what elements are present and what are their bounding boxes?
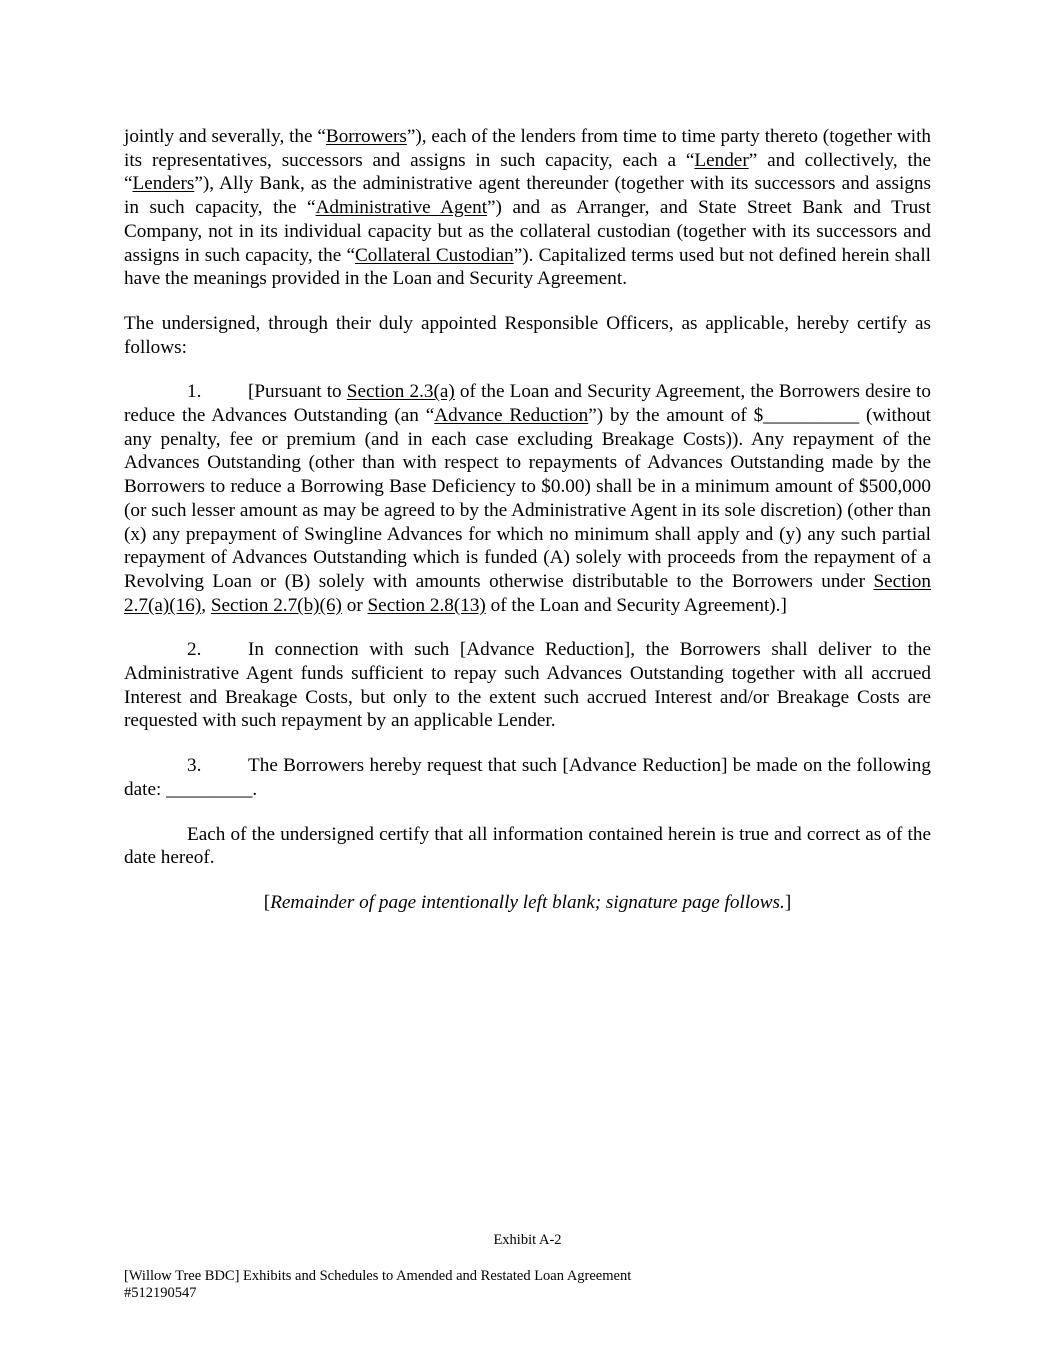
text-segment: The undersigned, through their duly appointed Responsible Officers, as applicable, hereby certify as follows: <box>124 312 931 358</box>
defined-term-reference: Collateral Custodian <box>355 244 514 266</box>
paragraph-item-3 <box>124 754 931 801</box>
text-segment: [Pursuant to <box>248 381 347 403</box>
defined-term-reference: Lenders <box>132 173 195 195</box>
text-segment: The Borrowers hereby request that such [Advance Reduction] be made on the following date: _________. <box>124 755 931 800</box>
paragraph-item-2 <box>124 638 931 733</box>
text-segment: of the Loan and Security Agreement).] <box>485 594 787 616</box>
paragraph-certification-intro <box>124 312 931 359</box>
text-segment: ”), each of the lenders from time to time party thereto (together with its representatives, successors and assigns in such capacity, each a “ <box>124 126 931 171</box>
defined-term-reference: Lender <box>694 149 749 171</box>
text-segment: , <box>201 594 211 616</box>
defined-term-reference: Section 2.7(a)(16) <box>124 570 931 616</box>
bracket-close: ] <box>784 891 792 913</box>
remainder-note <box>124 891 931 915</box>
paragraph-certification-statement <box>124 823 931 870</box>
defined-term-reference: Section 2.7(b)(6) <box>210 594 342 616</box>
item-number: 1. <box>187 381 202 403</box>
paragraph-intro-continuation <box>124 125 931 291</box>
defined-term-reference: Borrowers <box>325 126 407 147</box>
text-segment: ”) and as Arranger, and State Street Bank and Trust Company, not in its individual capacity but as the collateral custodian (together with its successors and assigns in such capacity, the “ <box>124 197 931 266</box>
remainder-note-text: Remainder of page intentionally left blank; signature page follows. <box>270 891 785 913</box>
text-segment: In connection with such [Advance Reduction], the Borrowers shall deliver to the Administrative Agent funds sufficient to repay such Advances Outstanding together with all accrued Interest and Breakage Costs, but only to the extent such accrued Interest and/or Breakage Costs are requested with such repayment by an applicable Lender. <box>124 639 931 732</box>
text-segment: or <box>341 594 368 616</box>
defined-term-reference: Advance Reduction <box>434 405 589 427</box>
text-segment: Each of the undersigned certify that all information contained herein is true and correct as of the date hereof. <box>124 823 931 869</box>
footer <box>124 1268 631 1302</box>
defined-term-reference: Section 2.8(13) <box>367 594 486 616</box>
text-segment: jointly and severally, the “ <box>124 126 326 147</box>
defined-term-reference: Section 2.3(a) <box>346 381 455 403</box>
text-segment: ”). Capitalized terms used but not defined herein shall have the meanings provided in the Loan and Security Agreement. <box>124 244 931 290</box>
bracket-open: [ <box>263 891 271 913</box>
text-segment: of the Loan and Security Agreement, the Borrowers desire to reduce the Advances Outstanding (an “ <box>124 381 931 427</box>
item-number: 2. <box>187 639 202 661</box>
exhibit-label: Exhibit A-2 <box>493 1232 562 1248</box>
text-segment: ”) by the amount of $__________ (without any penalty, fee or premium (and in each case excluding Breakage Costs)). Any repayment of the Advances Outstanding (other than with respect to repayments of Advances Outstanding made by the Borrowers to reduce a Borrowing Base Deficiency to $0.00) shall be in a minimum amount of $500,000 (or such lesser amount as may be agreed to by the Administrative Agent in its sole discretion) (other than (x) any prepayment of Swingline Advances for which no minimum shall apply and (y) any such partial repayment of Advances Outstanding which is funded (A) solely with proceeds from the repayment of a Revolving Loan or (B) solely with amounts otherwise distributable to the Borrowers under <box>124 405 932 592</box>
item-number: 3. <box>187 755 202 777</box>
footer-doc-number: #512190547 <box>124 1285 197 1301</box>
defined-term-reference: Administrative Agent <box>315 197 488 219</box>
footer-title: [Willow Tree BDC] Exhibits and Schedules to Amended and Restated Loan Agreement <box>124 1268 632 1284</box>
document-body <box>124 125 931 936</box>
text-segment: ” and collectively, the “ <box>124 149 931 195</box>
text-segment: ”), Ally Bank, as the administrative agent thereunder (together with its successors and assigns in such capacity, the “ <box>124 173 931 219</box>
paragraph-item-1 <box>124 380 931 617</box>
